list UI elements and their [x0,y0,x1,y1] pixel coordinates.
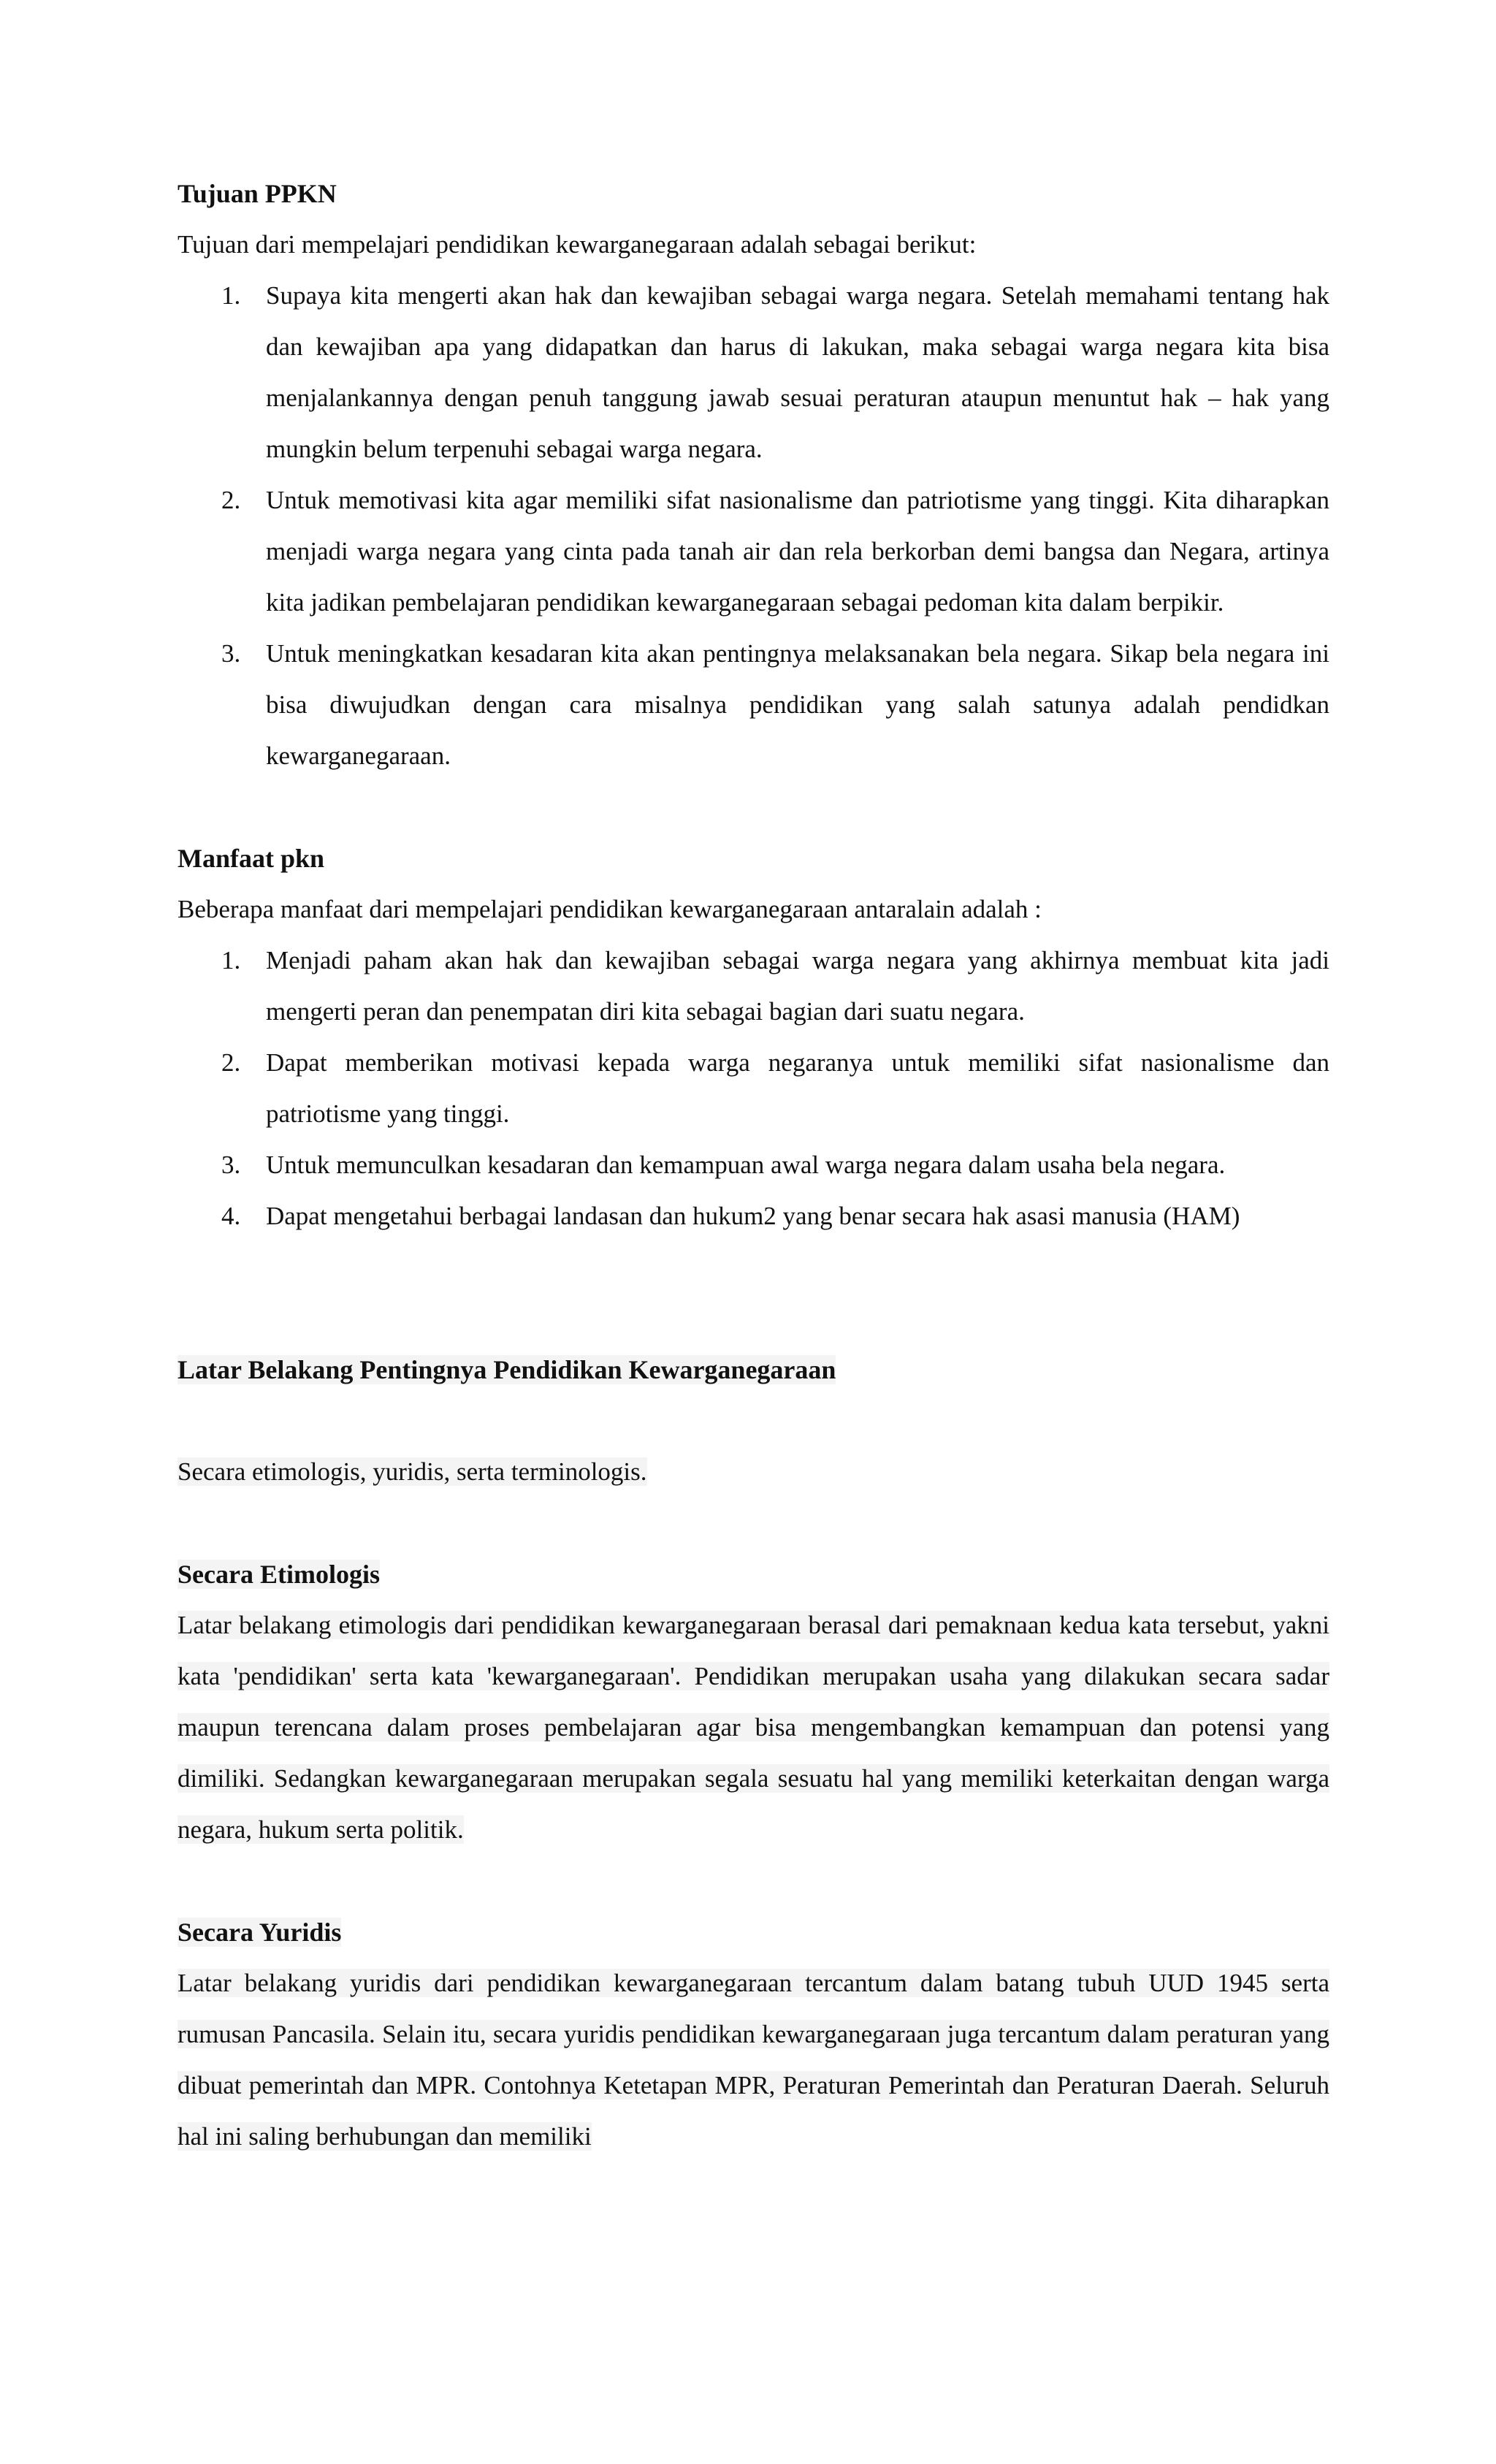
section-heading-yuridis [178,1907,1329,1958]
spacer [178,1855,1329,1907]
yuridis-paragraph [178,1958,1329,2162]
spacer [178,1498,1329,1549]
list-item [178,935,1329,1037]
list-number: 1. [221,946,241,974]
latar-intro [178,1446,1329,1498]
list-number: 2. [221,486,241,514]
list-item-text: Dapat memberikan motivasi kepada warga negaranya untuk memiliki sifat nasionalisme dan patriotisme yang tinggi. [266,1048,1329,1128]
latar-intro-text: Secara etimologis, yuridis, serta terminologis. [178,1457,647,1486]
document-page [178,168,1329,2162]
list-number: 3. [221,639,241,668]
list-number: 4. [221,1202,241,1230]
latar-heading-text: Latar Belakang Pentingnya Pendidikan Kewarganegaraan [178,1355,836,1384]
list-item [178,628,1329,782]
list-item [178,1140,1329,1191]
spacer [178,782,1329,833]
list-item-text: Menjadi paham akan hak dan kewajiban sebagai warga negara yang akhirnya membuat kita jadi mengerti peran dan penempatan diri kita sebagai bagian dari suatu negara. [266,946,1329,1026]
section-heading-latar [178,1344,1329,1395]
section-heading-etimologis [178,1549,1329,1600]
list-item-text: Supaya kita mengerti akan hak dan kewajiban sebagai warga negara. Setelah memahami tentang hak dan kewajiban apa yang didapatkan dan harus di lakukan, maka sebagai warga negara kita bisa menjalankannya dengan penuh tanggung jawab sesuai peraturan ataupun menuntut hak – hak yang mungkin belum terpenuhi sebagai warga negara. [266,281,1329,463]
list-item-text: Untuk meningkatkan kesadaran kita akan pentingnya melaksanakan bela negara. Sikap bela negara ini bisa diwujudkan dengan cara misalnya pendidikan yang salah satunya adalah pendidkan kewarganegaraan. [266,639,1329,770]
section-heading-tujuan: Tujuan PPKN [178,179,337,208]
list-item-text: Untuk memotivasi kita agar memiliki sifat nasionalisme dan patriotisme yang tinggi. Kita diharapkan menjadi warga negara yang cinta pada tanah air dan rela berkorban demi bangsa dan Negara, artinya kita jadikan pembelajaran pendidikan kewarganegaraan sebagai pedoman kita dalam berpikir. [266,486,1329,617]
list-item-text: Dapat mengetahui berbagai landasan dan hukum2 yang benar secara hak asasi manusia (HAM) [266,1202,1240,1230]
section-heading-manfaat: Manfaat pkn [178,844,325,873]
manfaat-intro: Beberapa manfaat dari mempelajari pendidikan kewarganegaraan antaralain adalah : [178,895,1042,923]
etimologis-heading-text: Secara Etimologis [178,1560,380,1589]
etimologis-paragraph [178,1600,1329,1855]
list-item-text: Untuk memunculkan kesadaran dan kemampuan awal warga negara dalam usaha bela negara. [266,1151,1226,1179]
list-item [178,270,1329,475]
tujuan-list [178,270,1329,782]
list-item [178,1037,1329,1140]
list-item [178,1191,1329,1242]
list-number: 3. [221,1151,241,1179]
tujuan-intro: Tujuan dari mempelajari pendidikan kewarganegaraan adalah sebagai berikut: [178,230,977,259]
etimologis-text: Latar belakang etimologis dari pendidikan kewarganegaraan berasal dari pemaknaan kedua kata tersebut, yakni kata 'pendidikan' serta kata 'kewarganegaraan'. Pendidikan merupakan usaha yang dilakukan secara sadar maupun terencana dalam proses pembelajaran agar bisa mengembangkan kemampuan dan potensi yang dimiliki. Sedangkan kewarganegaraan merupakan segala sesuatu hal yang memiliki keterkaitan dengan warga negara, hukum serta politik. [178,1611,1329,1844]
list-number: 1. [221,281,241,310]
list-item [178,475,1329,628]
manfaat-list [178,935,1329,1242]
spacer [178,1242,1329,1344]
spacer [178,1395,1329,1446]
list-number: 2. [221,1048,241,1077]
yuridis-heading-text: Secara Yuridis [178,1918,342,1947]
yuridis-text: Latar belakang yuridis dari pendidikan kewarganegaraan tercantum dalam batang tubuh UUD 1945 serta rumusan Pancasila. Selain itu, secara yuridis pendidikan kewarganegaraan juga tercantum dalam peraturan yang dibuat pemerintah dan MPR. Contohnya Ketetapan MPR, Peraturan Pemerintah dan Peraturan Daerah. Seluruh hal ini saling berhubungan dan memiliki [178,1969,1329,2151]
